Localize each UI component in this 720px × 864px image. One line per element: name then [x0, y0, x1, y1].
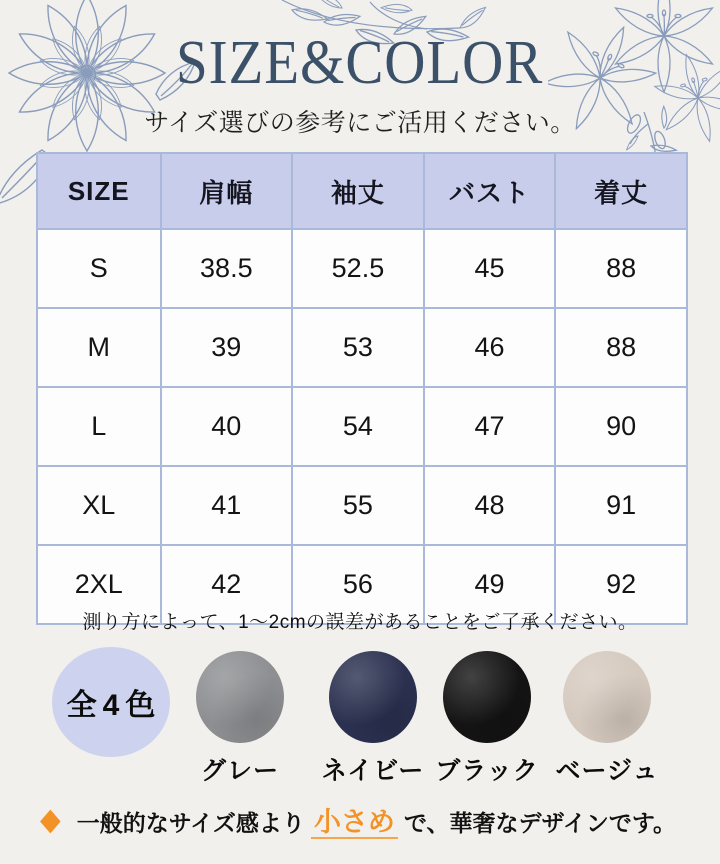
table-row — [37, 229, 687, 308]
swatch-label: ネイビー — [321, 757, 425, 785]
sleeve-cell: 55 — [292, 466, 424, 545]
size-table — [36, 152, 688, 625]
table-row — [37, 466, 687, 545]
sleeve-cell: 54 — [292, 387, 424, 466]
navy-swatch-circle — [329, 651, 417, 743]
column-header-length: 着丈 — [555, 153, 687, 229]
bust-cell: 45 — [424, 229, 556, 308]
length-cell: 88 — [555, 308, 687, 387]
page-title: SIZE&COLOR — [176, 29, 544, 97]
shoulder-cell: 40 — [161, 387, 293, 466]
shoulder-cell: 38.5 — [161, 229, 293, 308]
swatch-label: ブラック — [435, 757, 539, 785]
sizing-note — [40, 800, 708, 839]
length-cell: 92 — [555, 545, 687, 624]
table-header-row — [37, 153, 687, 229]
beige-swatch-circle — [563, 651, 651, 743]
all-colors-badge: 全4色 — [52, 647, 170, 757]
size-cell: L — [37, 387, 161, 466]
sizing-note-text: 一般的なサイズ感より 小さめ で、華奢なデザインです。 — [76, 807, 677, 837]
table-row — [37, 308, 687, 387]
size-cell: 2XL — [37, 545, 161, 624]
sleeve-cell: 52.5 — [292, 229, 424, 308]
bust-cell: 48 — [424, 466, 556, 545]
swatch-label: ベージュ — [555, 757, 659, 785]
shoulder-cell: 39 — [161, 308, 293, 387]
swatch-label: グレー — [200, 757, 279, 785]
column-header-size: SIZE — [37, 153, 161, 229]
highlight-smaller: 小さめ — [311, 807, 398, 839]
column-header-bust: バスト — [424, 153, 556, 229]
measurement-note: 測り方によって、1〜2cmの誤差があることをご了承ください。 — [82, 612, 638, 633]
color-swatch-navy — [310, 651, 436, 787]
column-header-shoulder: 肩幅 — [161, 153, 293, 229]
shoulder-cell: 41 — [161, 466, 293, 545]
color-swatch-gray — [180, 651, 300, 787]
color-swatch-black — [424, 651, 550, 787]
column-header-sleeve: 袖丈 — [292, 153, 424, 229]
bust-cell: 46 — [424, 308, 556, 387]
sleeve-cell: 53 — [292, 308, 424, 387]
gray-swatch-circle — [196, 651, 284, 743]
bust-cell: 49 — [424, 545, 556, 624]
shoulder-cell: 42 — [161, 545, 293, 624]
size-cell: S — [37, 229, 161, 308]
length-cell: 88 — [555, 229, 687, 308]
length-cell: 90 — [555, 387, 687, 466]
bust-cell: 47 — [424, 387, 556, 466]
diamond-icon: ◆ — [40, 801, 61, 837]
table-row — [37, 387, 687, 466]
length-cell: 91 — [555, 466, 687, 545]
black-swatch-circle — [443, 651, 531, 743]
size-cell: M — [37, 308, 161, 387]
size-cell: XL — [37, 466, 161, 545]
subtitle: サイズ選びの参考にご活用ください。 — [144, 109, 576, 137]
sleeve-cell: 56 — [292, 545, 424, 624]
color-swatch-beige — [544, 651, 670, 787]
